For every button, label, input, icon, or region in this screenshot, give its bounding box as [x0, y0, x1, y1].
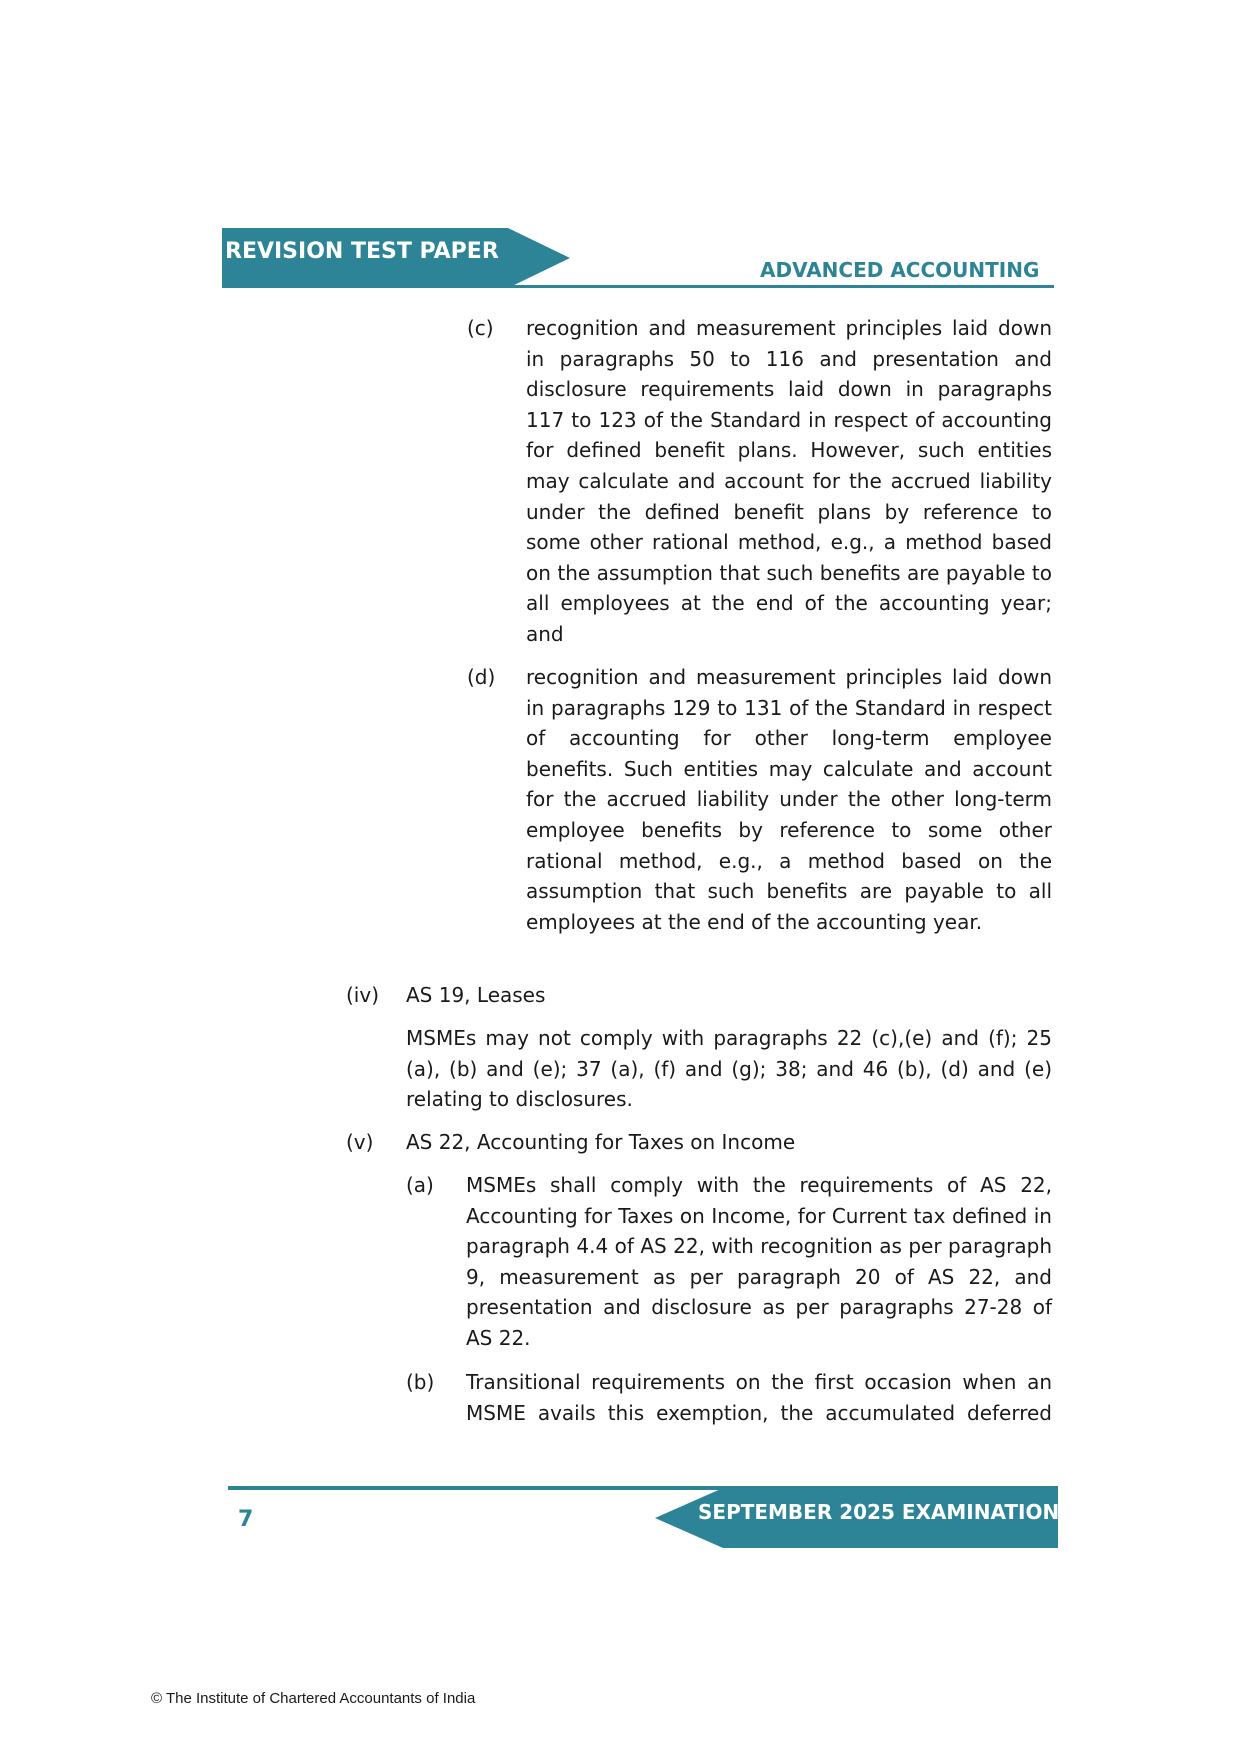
item-v-b-label: (b): [406, 1370, 435, 1394]
item-d-text: recognition and measurement principles laid down in paragraphs 129 to 131 of the Standard in respect of accounting for other long-term employee benefits. Such entities may calculate and account for the accrued liability under the other long-term employee benefits by reference to some other rational method, e.g., a method based on the assumption that such benefits are payable to all employees at the end of the accounting year.: [526, 665, 1052, 934]
item-iv-label: (iv): [346, 983, 379, 1007]
header-left-title: REVISION TEST PAPER: [225, 239, 499, 264]
footer-exam-label: SEPTEMBER 2025 EXAMINATION: [698, 1500, 1060, 1524]
item-v-a-text: MSMEs shall comply with the requirements of AS 22, Accounting for Taxes on Income, for Current tax defined in paragraph 4.4 of AS 22, with recognition as per paragraph 9, measurement as per paragraph 20 of AS 22, and presentation and disclosure as per paragraphs 27-28 of AS 22.: [466, 1173, 1052, 1350]
page-number: 7: [238, 1507, 254, 1532]
copyright-notice: © The Institute of Chartered Accountants of India: [151, 1690, 476, 1707]
item-v-label: (v): [346, 1130, 374, 1154]
item-v-a-label: (a): [406, 1173, 434, 1197]
item-d-label: (d): [467, 665, 496, 689]
item-v-title: AS 22, Accounting for Taxes on Income: [406, 1130, 796, 1154]
item-iv-title: AS 19, Leases: [406, 983, 546, 1007]
item-v-b-text: Transitional requirements on the first occasion when an MSME avails this exemption, the accumulated deferred: [466, 1370, 1052, 1425]
header-right-title: ADVANCED ACCOUNTING: [760, 258, 1040, 282]
item-c-text: recognition and measurement principles laid down in paragraphs 50 to 116 and presentation and disclosure requirements laid down in paragraphs 117 to 123 of the Standard in respect of accounting for defined benefit plans. However, such entities may calculate and account for the accrued liability under the defined benefit plans by reference to some other rational method, e.g., a method based on the assumption that such benefits are payable to all employees at the end of the accounting year; and: [526, 316, 1052, 646]
item-c-label: (c): [467, 316, 494, 340]
item-iv-text: MSMEs may not comply with paragraphs 22 (c),(e) and (f); 25 (a), (b) and (e); 37 (a), (f) and (g); 38; and 46 (b), (d) and (e) relating to disclosures.: [406, 1026, 1052, 1112]
